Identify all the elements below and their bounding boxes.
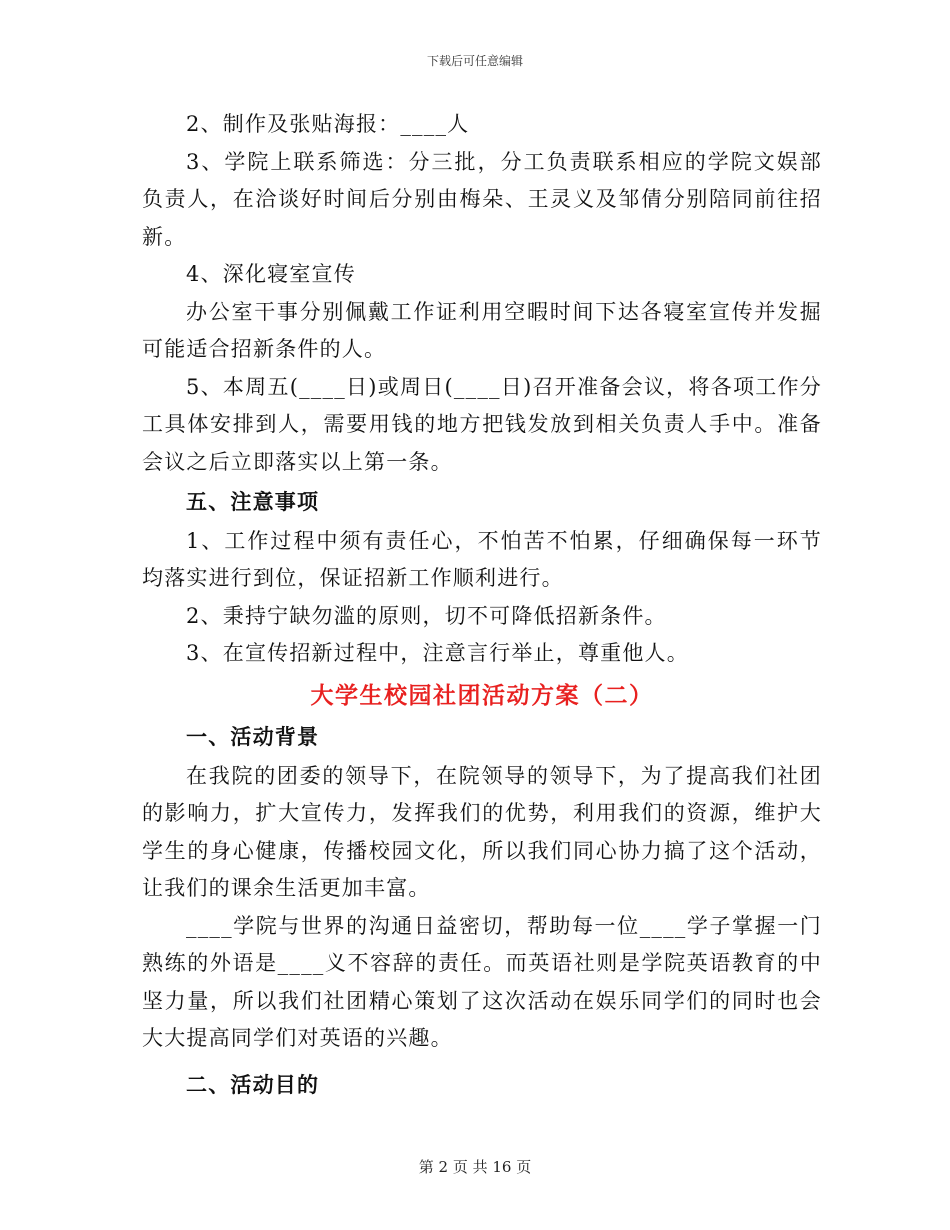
- page-number: 第 2 页 共 16 页: [418, 1158, 532, 1176]
- page-header-note: 下载后可任意编辑: [426, 54, 523, 68]
- section-heading: 五、注意事项: [186, 489, 320, 514]
- paragraph: ____学院与世界的沟通日益密切，帮助每一位____学子掌握一门熟练的外语是____义不容辞的责任。而英语社则是学院英语教育的中坚力量，所以我们社团精心策划了这次活动在娱乐同学们的同时也会大大提高同学们对英语的兴趣。: [142, 913, 822, 1050]
- section-heading: 一、活动背景: [186, 724, 320, 749]
- paragraph: 在我院的团委的领导下，在院领导的领导下，为了提高我们社团的影响力，扩大宣传力，发挥我们的优势，利用我们的资源，维护大学生的身心健康，传播校园文化，所以我们同心协力搞了这个活动，让我们的课余生活更加丰富。: [142, 763, 822, 900]
- paragraph: 2、秉持宁缺勿滥的原则，切不可降低招新条件。: [186, 603, 667, 628]
- paragraph: 2、制作及张贴海报：____人: [186, 112, 470, 136]
- paragraph: 3、在宣传招新过程中，注意言行举止，尊重他人。: [186, 641, 689, 665]
- paragraph: 办公室干事分别佩戴工作证利用空暇时间下达各寝室宣传并发掘可能适合招新条件的人。: [142, 299, 822, 361]
- paragraph: 5、本周五(____日)或周日(____日)召开准备会议，将各项工作分工具体安排到人，需要用钱的地方把钱发放到相关负责人手中。准备会议之后立即落实以上第一条。: [142, 374, 822, 474]
- paragraph: 3、学院上联系筛选：分三批，分工负责联系相应的学院文娱部负责人，在洽谈好时间后分别由梅朵、王灵义及邹倩分别陪同前往招新。: [142, 149, 822, 249]
- document-body: [142, 106, 822, 1105]
- paragraph: 4、深化寝室宣传: [186, 262, 356, 286]
- document-title: 大学生校园社团活动方案（二）: [310, 681, 654, 709]
- paragraph: 1、工作过程中须有责任心，不怕苦不怕累，仔细确保每一环节均落实进行到位，保证招新工作顺利进行。: [142, 528, 822, 590]
- section-heading: 二、活动目的: [186, 1071, 320, 1097]
